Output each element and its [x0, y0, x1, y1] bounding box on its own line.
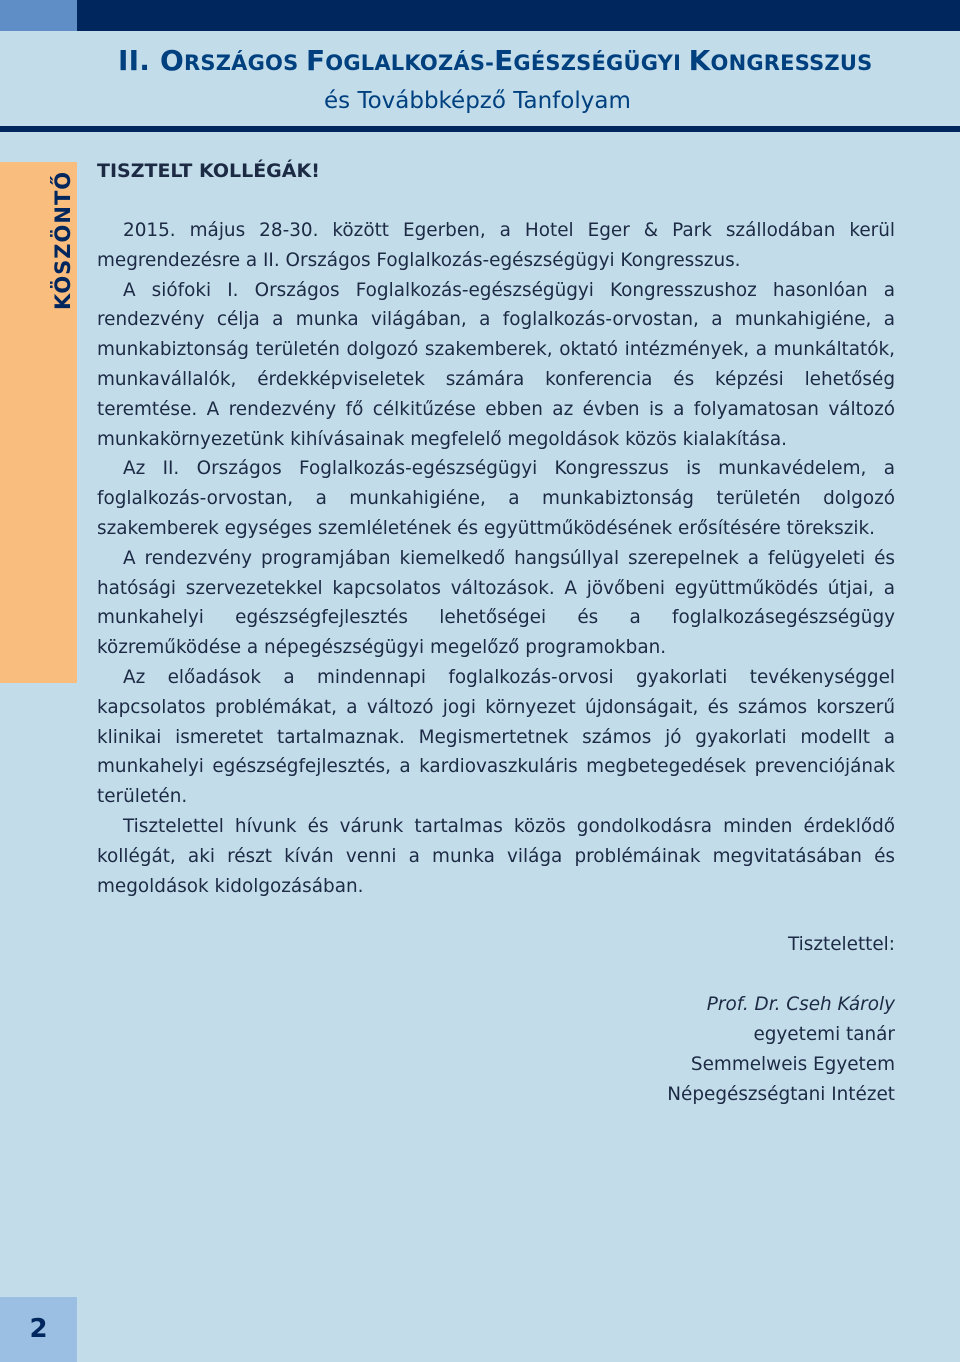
paragraph-5: Az előadások a mindennapi foglalkozás-orvosi gyakorlati tevékenységgel kapcsolatos problémákat, a változó jogi környezet újdonságait, és számos korszerű klinikai ismeretet tartalmaznak. Megismertetnek számos jó gyakorlati modellt a munkahelyi egészségfejlesztés, a kardiovaszkuláris megbetegedések prevenciójának területén. — [97, 666, 895, 808]
signature-block — [495, 930, 895, 1110]
title-part-3-rest: GÉSZSÉGÜGYI — [513, 51, 689, 75]
title-part-2-rest: OGLALKOZÁS- — [325, 51, 495, 75]
title-part-2-cap: F — [305, 44, 326, 77]
section-tab-label: KÖSZÖNTŐ — [51, 170, 75, 310]
paragraph-6: Tisztelettel hívunk és várunk tartalmas közös gondolkodásra minden érdeklődő kollégát, aki részt kíván venni a munka világa problémáinak megvitatásában és megoldások kidolgozásában. — [97, 815, 895, 897]
page-number: 2 — [29, 1314, 48, 1344]
paragraph-3: Az II. Országos Foglalkozás-egészségügyi Kongresszus is munkavédelem, a foglalkozás-orvostan, a munkahigiéne, a munkabiztonság területén dolgozó szakemberek egységes szemléletének és együttműködésének erősítésére törekszik. — [97, 458, 895, 539]
greeting-heading: TISZTELT KOLLÉGÁK! — [97, 160, 320, 182]
paragraph-4: A rendezvény programjában kiemelkedő hangsúllyal szerepelnek a felügyeleti és hatósági szervezetekkel kapcsolatos változások. A jövőbeni együttműködés útjai, a munkahelyi egészségfejlesztés lehetőségei és a foglalkozásegészségügy közreműködése a népegészségügyi megelőző programokban. — [97, 547, 895, 659]
signatory-institution: Semmelweis Egyetem — [690, 1054, 895, 1075]
title-part-1-cap: II. O — [118, 44, 185, 77]
letter-body — [97, 216, 895, 901]
header-divider — [0, 126, 960, 132]
paragraph-2: A siófoki I. Országos Foglalkozás-egészségügyi Kongresszushoz hasonlóan a rendezvény célja a munka világában, a foglalkozás-orvostan, a munkahigiéne, a munkabiztonság területén dolgozó szakemberek, oktató intézmények, a munkáltatók, munkavállalók, érdekképviseletek számára konferencia és képzési lehetőség teremtése. A rendezvény fő célkitűzése ebben az évben is a folyamatosan változó munkakörnyezetünk kihívásainak megfelelő megoldások közös kialakítása. — [97, 279, 895, 450]
signatory-title: egyetemi tanár — [753, 1024, 895, 1045]
title-part-4-cap: K — [688, 44, 711, 77]
header-corner-block — [0, 0, 77, 31]
title-part-1-rest: RSZÁGOS — [184, 51, 306, 75]
congress-title — [118, 44, 918, 77]
closing-line: Tisztelettel: — [787, 934, 895, 955]
congress-subtitle: és Továbbképző Tanfolyam — [324, 88, 631, 114]
title-part-3-cap: E — [494, 44, 514, 77]
paragraph-1: 2015. május 28-30. között Egerben, a Hotel Eger & Park szállodában kerül megrendezésre a II. Országos Foglalkozás-egészségügyi Kongresszus. — [97, 220, 895, 271]
header-top-bar — [77, 0, 960, 31]
signatory-department: Népegészségtani Intézet — [667, 1084, 895, 1105]
signatory-name: Prof. Dr. Cseh Károly — [706, 994, 895, 1015]
title-part-4-rest: ONGRESSZUS — [710, 51, 873, 75]
